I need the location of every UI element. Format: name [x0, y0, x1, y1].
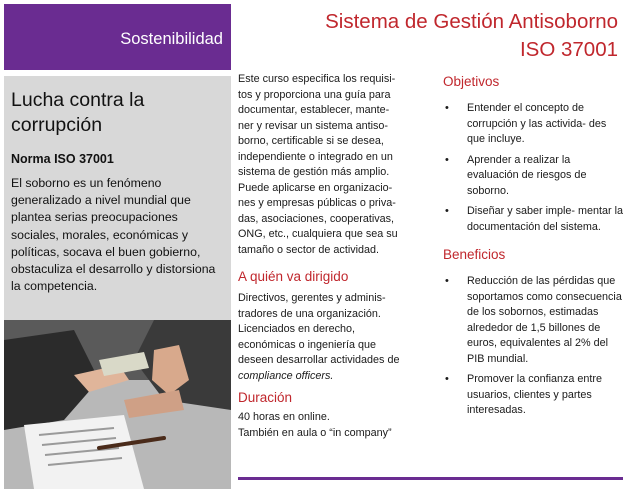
bribery-handshake-photo: [4, 320, 231, 489]
audience-line: económicas o ingeniería que: [238, 338, 377, 351]
intro-title: [11, 88, 223, 138]
audience-italic-line: compliance officers.: [238, 369, 334, 382]
middle-column: [238, 72, 420, 441]
category-label: Sostenibilidad: [120, 30, 223, 48]
course-line: das, asociaciones, cooperativas,: [238, 212, 395, 225]
page-title-line2: ISO 37001: [519, 38, 618, 61]
list-item: • Diseñar y saber imple- mentar la documentación del sistema.: [443, 204, 623, 235]
intro-text: El soborno es un fenómeno generalizado a nivel mundial que plantea serias preocupaciones sociales, morales, económicas y políticas, socava el buen gobierno, obstaculiza el desarrollo y distorsiona la competencia.: [11, 176, 216, 294]
audience-line: Directivos, gerentes y adminis-: [238, 292, 386, 304]
course-line: Puede aplicarse en organizacio-: [238, 181, 393, 194]
audience-heading: A quién va dirigido: [238, 269, 349, 284]
duration-line1: 40 horas en online.: [238, 411, 330, 423]
intro-title-line1: Lucha contra la: [11, 89, 145, 111]
intro-subtitle: Norma ISO 37001: [11, 152, 114, 166]
list-item: • Entender el concepto de corrupción y las activida- des que incluye.: [443, 101, 623, 148]
course-line: ONG, etc., cualquiera que sea su: [238, 228, 398, 240]
duration-text: [238, 410, 420, 441]
audience-line: deseen desarrollar actividades de: [238, 354, 400, 366]
course-line: independiente o integrado en un: [238, 150, 393, 163]
left-column: [4, 4, 231, 489]
benefits-heading: Beneficios: [443, 247, 506, 262]
course-line: nes y empresas públicas o priva-: [238, 197, 396, 209]
audience-text: [238, 291, 420, 384]
list-item: • Aprender a realizar la evaluación de riesgos de soborno.: [443, 153, 623, 200]
course-line: ner y revisar un sistema antiso-: [238, 119, 389, 132]
audience-line: tradores de una organización.: [238, 307, 381, 320]
course-line: borno, certificable si se desea,: [238, 135, 384, 147]
course-line: sistema de gestión más amplio.: [238, 166, 390, 178]
audience-line: Licenciados en derecho,: [238, 323, 356, 335]
intro-title-line2: corrupción: [11, 114, 103, 136]
page-title-line1: Sistema de Gestión Antisoborno: [325, 10, 618, 33]
category-banner: [4, 4, 231, 70]
course-line: Este curso especifica los requisi-: [238, 73, 396, 85]
bottom-divider: [238, 477, 623, 480]
benefits-list: [443, 274, 623, 419]
objectives-list: [443, 101, 623, 235]
duration-heading: Duración: [238, 390, 293, 405]
page-title: [325, 8, 618, 64]
course-line: tamaño o sector de actividad.: [238, 243, 380, 256]
objectives-heading: Objetivos: [443, 74, 500, 89]
course-line: tos y proporciona una guía para: [238, 88, 391, 101]
duration-line2: También en aula o “in company”: [238, 426, 392, 439]
course-line: documentar, establecer, mante-: [238, 104, 390, 116]
list-item: • Promover la confianza entre usuarios, clientes y partes interesadas.: [443, 372, 623, 419]
intro-box: [4, 76, 231, 320]
right-column: [443, 74, 623, 419]
list-item: • Reducción de las pérdidas que soportamos como consecuencia de los sobornos, estimadas alrededor de 1,5 billones de euros, equivalentes al 2% del PIB mundial.: [443, 274, 623, 367]
course-description: [238, 72, 420, 258]
